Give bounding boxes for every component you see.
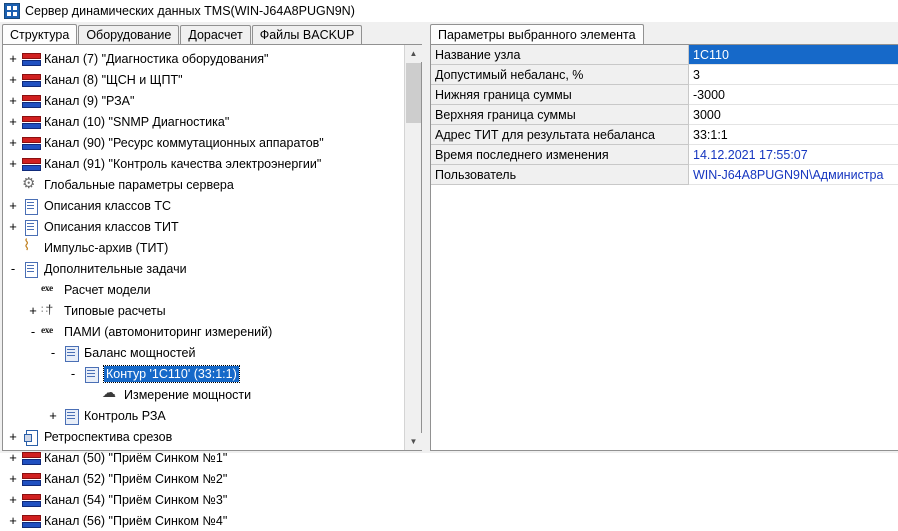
expand-node-icon[interactable]: + <box>9 429 17 444</box>
property-name: Верхняя граница суммы <box>431 105 689 125</box>
scrollbar-thumb[interactable] <box>406 63 421 123</box>
structure-tree-panel <box>2 44 422 528</box>
channel-icon <box>21 512 41 530</box>
tree-node[interactable] <box>5 447 404 468</box>
tree-node[interactable] <box>5 153 404 174</box>
tree-node-label: Расчет модели <box>64 282 151 297</box>
channel-icon <box>21 50 41 68</box>
tree-indent-spacer <box>5 174 21 195</box>
property-value[interactable]: 1С110 <box>689 45 898 65</box>
tree-node-label: Канал (90) "Ресурс коммутационных аппаратов" <box>44 135 324 150</box>
tree-indent-spacer <box>85 384 101 405</box>
expand-node-icon[interactable]: + <box>9 219 17 234</box>
calc-icon <box>41 302 61 320</box>
tree-node-label: Канал (50) "Приём Синком №1" <box>44 450 228 465</box>
tree-node[interactable] <box>5 426 404 447</box>
title-bar <box>0 0 898 22</box>
tree-node-label: Описания классов ТС <box>44 198 172 213</box>
collapse-node-icon[interactable]: - <box>50 345 56 360</box>
tree-node[interactable] <box>5 321 404 342</box>
tree-node[interactable] <box>5 48 404 69</box>
property-row[interactable] <box>431 145 898 165</box>
tab-label: Дорасчет <box>188 28 243 43</box>
expand-node-icon[interactable]: + <box>9 51 17 66</box>
tree-node-label: Канал (54) "Приём Синком №3" <box>44 492 228 507</box>
app-icon <box>4 3 20 19</box>
tree-node[interactable] <box>5 510 404 531</box>
property-value[interactable]: WIN-J64A8PUGN9N\Администра <box>689 165 898 185</box>
property-row[interactable] <box>431 165 898 185</box>
retro-icon <box>21 428 41 446</box>
channel-icon <box>21 470 41 488</box>
tab-3[interactable] <box>252 25 363 45</box>
tree-node[interactable] <box>5 279 404 300</box>
tab-label: Файлы BACKUP <box>259 28 355 43</box>
channel-icon <box>21 71 41 89</box>
tree-node-label: Измерение мощности <box>124 387 252 402</box>
tree-node-label: Ретроспектива срезов <box>44 429 173 444</box>
exe-icon <box>41 323 61 341</box>
tree-node[interactable] <box>5 468 404 489</box>
tree-node[interactable] <box>5 132 404 153</box>
tree-vertical-scrollbar[interactable] <box>404 45 421 450</box>
tree-node[interactable] <box>5 405 404 426</box>
tree-node-label: Канал (91) "Контроль качества электроэнергии" <box>44 156 322 171</box>
tab-0[interactable] <box>430 24 644 45</box>
expand-node-icon[interactable]: + <box>9 471 17 486</box>
tree-node-label: Контур '1С110' (33:1:1) <box>106 366 237 381</box>
tree-node[interactable] <box>5 258 404 279</box>
grid-icon <box>81 365 101 383</box>
grid-icon <box>61 344 81 362</box>
property-row[interactable] <box>431 65 898 85</box>
window-title: Сервер динамических данных TMS(WIN-J64A8PUGN9N) <box>25 4 355 18</box>
property-row[interactable] <box>431 85 898 105</box>
property-row[interactable] <box>431 105 898 125</box>
expand-node-icon[interactable]: + <box>9 450 17 465</box>
tree-node-label: Типовые расчеты <box>64 303 166 318</box>
property-name: Время последнего изменения <box>431 145 689 165</box>
doc-icon <box>21 197 41 215</box>
scroll-down-arrow-icon[interactable]: ▼ <box>405 433 422 450</box>
tree-indent-spacer <box>5 237 21 258</box>
left-pane <box>2 24 422 528</box>
tree-node-label: Канал (56) "Приём Синком №4" <box>44 513 228 528</box>
tab-1[interactable] <box>78 25 179 45</box>
property-value[interactable]: 3 <box>689 65 898 85</box>
tab-label: Оборудование <box>86 28 172 43</box>
tree-node[interactable] <box>5 342 404 363</box>
expand-node-icon[interactable]: + <box>9 156 17 171</box>
tree-node[interactable] <box>5 174 404 195</box>
tree-node-label: Глобальные параметры сервера <box>44 177 234 192</box>
tab-0[interactable] <box>2 24 77 45</box>
tree-node[interactable] <box>5 384 404 405</box>
tree-node-label: Дополнительные задачи <box>44 261 187 276</box>
tree-node[interactable] <box>5 300 404 321</box>
property-row[interactable] <box>431 45 898 65</box>
tree-node[interactable] <box>5 69 404 90</box>
channel-icon <box>21 92 41 110</box>
tree-node[interactable] <box>5 237 404 258</box>
grid-icon <box>61 407 81 425</box>
tree-node-label: Импульс-архив (ТИТ) <box>44 240 169 255</box>
cloud-icon <box>101 386 121 404</box>
channel-icon <box>21 134 41 152</box>
tree-node-label: Описания классов ТИТ <box>44 219 179 234</box>
tree-node[interactable] <box>5 216 404 237</box>
pulse-icon <box>21 239 41 257</box>
property-name: Название узла <box>431 45 689 65</box>
doc-icon <box>21 218 41 236</box>
tree-node-label: Канал (52) "Приём Синком №2" <box>44 471 228 486</box>
tree-node[interactable] <box>5 489 404 510</box>
tree-node[interactable] <box>5 195 404 216</box>
right-pane <box>430 24 898 451</box>
tab-2[interactable] <box>180 25 250 45</box>
left-tabstrip <box>2 24 422 45</box>
properties-grid <box>430 44 898 451</box>
exe-icon <box>41 281 61 299</box>
tree-node-label: Канал (7) "Диагностика оборудования" <box>44 51 269 66</box>
doc-icon <box>21 260 41 278</box>
channel-icon <box>21 155 41 173</box>
expand-node-icon[interactable]: + <box>29 303 37 318</box>
property-name: Допустимый небаланс, % <box>431 65 689 85</box>
property-name: Пользователь <box>431 165 689 185</box>
tree-indent-spacer <box>25 279 41 300</box>
channel-icon <box>21 449 41 467</box>
property-name: Нижняя граница суммы <box>431 85 689 105</box>
expand-node-icon[interactable]: + <box>49 408 57 423</box>
tree-node[interactable] <box>5 363 404 384</box>
expand-node-icon[interactable]: + <box>9 114 17 129</box>
tree-node-label: ПАМИ (автомониторинг измерений) <box>64 324 273 339</box>
tree-node-label: Канал (8) "ЩСН и ЩПТ" <box>44 72 183 87</box>
tree-node-label: Канал (10) "SNMP Диагностика" <box>44 114 230 129</box>
channel-icon <box>21 113 41 131</box>
property-value[interactable]: 3000 <box>689 105 898 125</box>
structure-tree[interactable] <box>3 45 404 531</box>
property-value[interactable]: 14.12.2021 17:55:07 <box>689 145 898 165</box>
expand-node-icon[interactable]: + <box>9 492 17 507</box>
gear-icon <box>21 176 41 194</box>
property-value[interactable]: 33:1:1 <box>689 125 898 145</box>
tab-label: Параметры выбранного элемента <box>438 27 636 42</box>
collapse-node-icon[interactable]: - <box>10 261 16 276</box>
property-row[interactable] <box>431 125 898 145</box>
tree-node-label: Канал (9) "РЗА" <box>44 93 135 108</box>
tree-node[interactable] <box>5 90 404 111</box>
tab-label: Структура <box>10 27 70 42</box>
expand-node-icon[interactable]: + <box>9 135 17 150</box>
collapse-node-icon[interactable]: - <box>70 366 76 381</box>
channel-icon <box>21 491 41 509</box>
tree-node[interactable] <box>5 111 404 132</box>
tree-node-label: Баланс мощностей <box>84 345 196 360</box>
expand-node-icon[interactable]: + <box>9 72 17 87</box>
expand-node-icon[interactable]: + <box>9 513 17 528</box>
right-tabstrip <box>430 24 898 45</box>
expand-node-icon[interactable]: + <box>9 93 17 108</box>
collapse-node-icon[interactable]: - <box>30 324 36 339</box>
property-value[interactable]: -3000 <box>689 85 898 105</box>
tree-node-label: Контроль РЗА <box>84 408 166 423</box>
expand-node-icon[interactable]: + <box>9 198 17 213</box>
property-name: Адрес ТИТ для результата небаланса <box>431 125 689 145</box>
scroll-up-arrow-icon[interactable]: ▲ <box>405 45 422 62</box>
